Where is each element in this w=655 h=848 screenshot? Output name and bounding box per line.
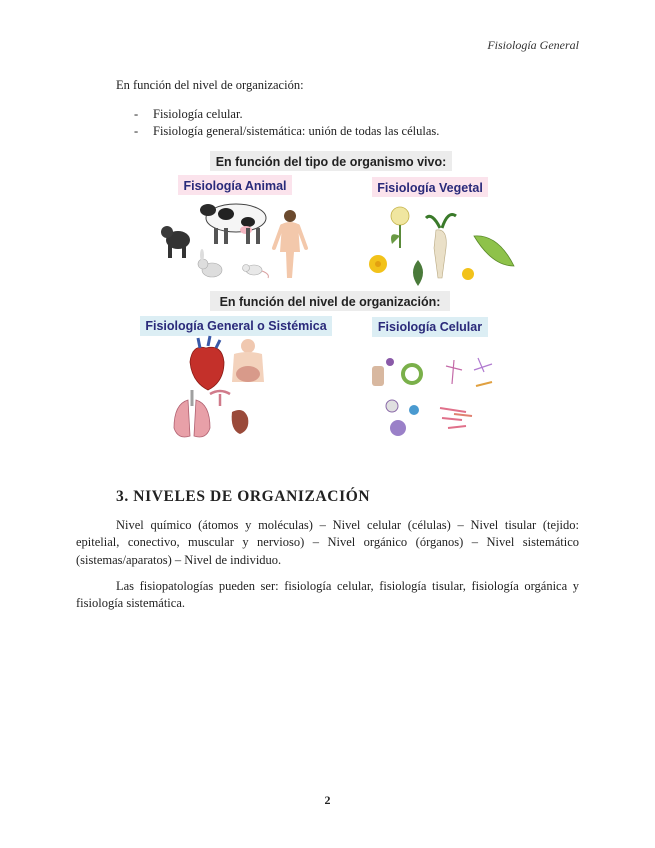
cow-icon (200, 204, 266, 244)
digestive-system-icon (232, 339, 264, 382)
running-header: Fisiología General (487, 38, 579, 52)
human-icon (274, 210, 306, 278)
flower-icon (391, 207, 409, 248)
lungs-icon (174, 390, 210, 437)
bullet-item-general: - Fisiología general/sistemática: unión de todas las células. (134, 123, 439, 140)
heart-icon (190, 336, 224, 390)
label-celular: Fisiología Celular (377, 320, 483, 334)
label-animal: Fisiología Animal (183, 179, 287, 193)
mouse-icon (243, 265, 269, 279)
chimpanzee-icon (161, 226, 190, 258)
radish-icon (426, 215, 456, 279)
bullet-list (134, 106, 439, 140)
classification-figure (136, 148, 528, 444)
paragraph-niveles: Nivel químico (átomos y moléculas) – Nivel celular (células) – Nivel tisular (tejido: epitelial, conectivo, muscular y nervioso) – Nivel orgánico (órganos) – Nivel sistemático (sistemas/aparatos) – Nivel de individuo. (76, 518, 579, 567)
section-title: 3. NIVELES DE ORGANIZACIÓN (116, 488, 371, 505)
figure-heading-top: En función del tipo de organismo vivo: (215, 155, 447, 169)
cells-icon (372, 358, 492, 436)
pea-pod-icon (474, 236, 514, 266)
label-general: Fisiología General o Sistémica (145, 319, 327, 333)
label-vegetal: Fisiología Vegetal (377, 181, 483, 195)
rabbit-icon (198, 249, 222, 277)
paragraph-fisiopatologias: Las fisiopatologías pueden ser: fisiología celular, fisiología tisular, fisiología orgánica y fisiología sistemática. (76, 579, 579, 611)
leaf-icon (413, 260, 423, 286)
figure-heading-bottom: En función del nivel de organización: (219, 295, 441, 309)
kidney-icon (232, 410, 249, 434)
intro-text: En función del nivel de organización: (116, 78, 304, 92)
bullet-item-celular: - Fisiología celular. (134, 106, 439, 123)
page-number: 2 (324, 793, 331, 807)
uterus-icon (210, 391, 230, 406)
